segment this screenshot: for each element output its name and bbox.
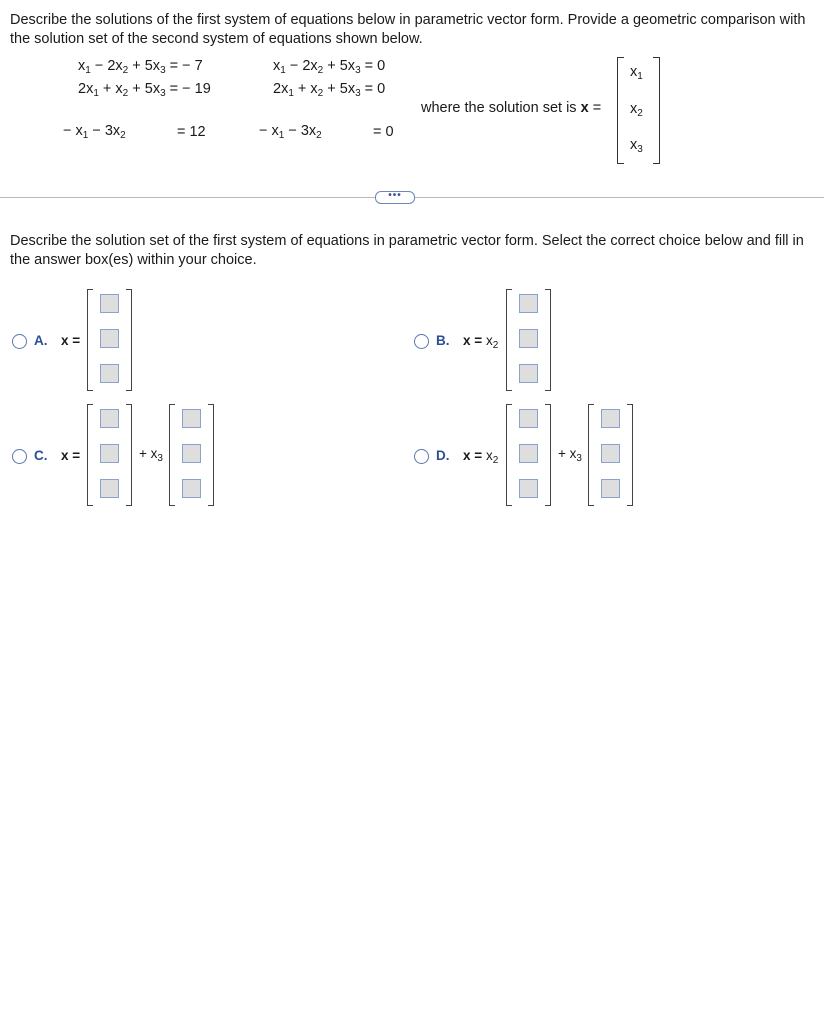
choice-c-right-bracket-2 (208, 404, 214, 506)
solution-vector-left-bracket (617, 57, 624, 164)
choice-c-plus-term: + $x_3$ (139, 446, 163, 464)
choice-c-right-bracket-1 (126, 404, 132, 506)
choice-d-answer-box-5[interactable] (601, 444, 620, 463)
solution-vector-entry-1: $x_1$ (630, 64, 643, 82)
system1-equation-3: − $x_1 - 3x_2$ (63, 123, 126, 141)
choice-c-label[interactable]: C. (34, 448, 48, 463)
choice-c-radio[interactable] (12, 449, 27, 464)
choice-a-right-bracket (126, 289, 132, 391)
choice-b-radio[interactable] (414, 334, 429, 349)
choice-b-answer-box-2[interactable] (519, 329, 538, 348)
choice-c-answer-box-6[interactable] (182, 479, 201, 498)
choice-b-left-bracket (506, 289, 512, 391)
choice-a-answer-box-1[interactable] (100, 294, 119, 313)
choice-a-label[interactable]: A. (34, 333, 48, 348)
choice-d-left-bracket-1 (506, 404, 512, 506)
choice-d-plus-term: + $x_3$ (558, 446, 582, 464)
system1-equation-3-rhs: = 12 (177, 124, 206, 140)
choice-d-lhs: $x = x_2$ (463, 448, 499, 466)
system1-equation-2: $2x_1 + x_2 + 5x_3$ = − 19 (78, 81, 211, 99)
choice-a-radio[interactable] (12, 334, 27, 349)
solution-vector-right-bracket (653, 57, 660, 164)
choice-c-answer-box-5[interactable] (182, 444, 201, 463)
choice-b-answer-box-1[interactable] (519, 294, 538, 313)
choice-c-lhs: x = (61, 448, 81, 463)
solution-vector-entry-3: $x_3$ (630, 137, 643, 155)
solution-vector-entry-2: $x_2$ (630, 101, 643, 119)
choice-c-answer-box-3[interactable] (100, 479, 119, 498)
choice-c-answer-box-2[interactable] (100, 444, 119, 463)
instruction-text: Describe the solution set of the first system of equations in parametric vector form. Select the correct choice below and fill in the answer box(es) within your choice. (10, 233, 804, 268)
choice-a-lhs: x = (61, 333, 81, 348)
choice-d-answer-box-4[interactable] (601, 409, 620, 428)
choice-b-right-bracket (545, 289, 551, 391)
choice-b-lhs: $x = x_2$ (463, 333, 499, 351)
choice-c-answer-box-1[interactable] (100, 409, 119, 428)
system2-equation-3-rhs: = 0 (373, 124, 394, 140)
system2-equation-3: − $x_1 - 3x_2$ (259, 123, 322, 141)
choice-a-answer-box-2[interactable] (100, 329, 119, 348)
choice-d-label[interactable]: D. (436, 448, 450, 463)
choice-b-label[interactable]: B. (436, 333, 450, 348)
system1-equation-1: $x_1 - 2x_2 + 5x_3$ = − 7 (78, 58, 203, 76)
choice-c-left-bracket-2 (169, 404, 175, 506)
choice-c-answer-box-4[interactable] (182, 409, 201, 428)
choice-d-answer-box-2[interactable] (519, 444, 538, 463)
choice-d-left-bracket-2 (588, 404, 594, 506)
choice-d-answer-box-6[interactable] (601, 479, 620, 498)
choice-d-answer-box-3[interactable] (519, 479, 538, 498)
choice-a-left-bracket (87, 289, 93, 391)
choice-a-answer-box-3[interactable] (100, 364, 119, 383)
choice-d-answer-box-1[interactable] (519, 409, 538, 428)
question-text: Describe the solutions of the first system of equations below in parametric vector form. Provide a geometric comparison with the solution set of the second system of equations shown below. (10, 12, 806, 47)
system2-equation-2: $2x_1 + x_2 + 5x_3 = 0$ (273, 81, 386, 99)
choice-d-radio[interactable] (414, 449, 429, 464)
choice-b-answer-box-3[interactable] (519, 364, 538, 383)
solution-set-label: where the solution set is x = (421, 100, 602, 116)
system2-equation-1: $x_1 - 2x_2 + 5x_3 = 0$ (273, 58, 386, 76)
choice-d-right-bracket-2 (627, 404, 633, 506)
choice-c-left-bracket-1 (87, 404, 93, 506)
expand-more-button[interactable]: ••• (375, 191, 415, 204)
choice-d-right-bracket-1 (545, 404, 551, 506)
